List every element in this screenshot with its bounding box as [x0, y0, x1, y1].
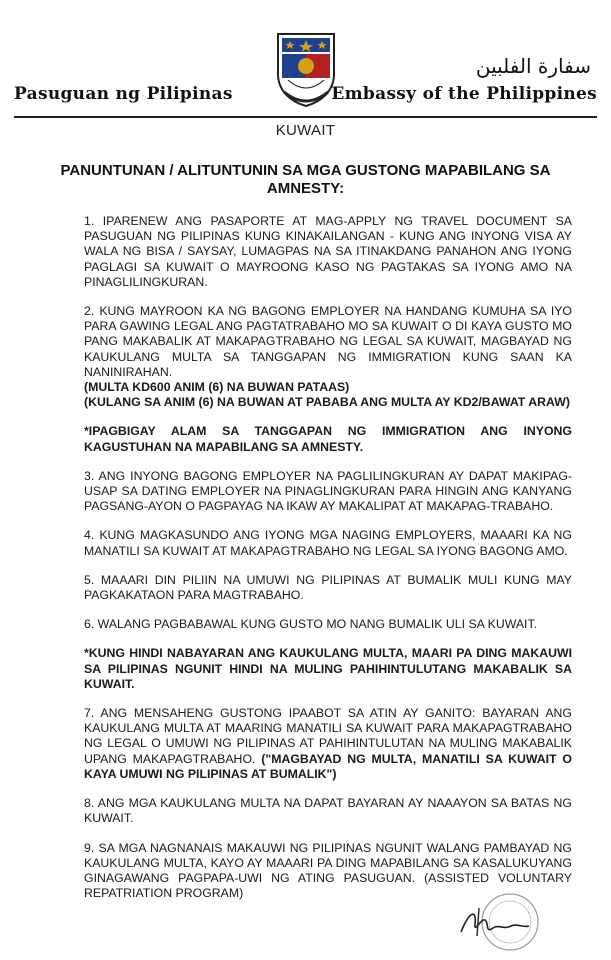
rule-9: 9. SA MGA NAGNANAIS MAKAUWI NG PILIPINAS NGUNIT WALANG PAMBAYAD NG KAUKULANG MULTA, KAYO AY MAAARI PA DING MAPABILANG SA KASALUKUYANG GINAGAWANG PAGPAPA-UWI NG ATING PASUGUAN. (ASSISTED VOLUNTARY REPATRIATION PROGRAM)	[84, 840, 572, 901]
letterhead-filipino-name: Pasuguan ng Pilipinas	[14, 84, 233, 104]
rule-2-fine-over-six-months: (MULTA KD600 ANIM (6) NA BUWAN PATAAS)	[84, 380, 350, 395]
rule-1: 1. IPARENEW ANG PASAPORTE AT MAG-APPLY NG TRAVEL DOCUMENT SA PASUGUAN NG PILIPINAS KUNG KINAKAILANGAN - KUNG ANG INYONG VISA AY WALA NG BISA / SAYSAY, LUMAGPAS NA SA ITINAKDANG PANAHON ANG IYONG PAGLAGI SA KUWAIT O MAYROONG KASO NG PAGTAKAS SA IYONG AMO NA PINAGLILINGKURAN.	[84, 214, 572, 289]
rule-6: 6. WALANG PAGBABAWAL KUNG GUSTO MO NANG BUMALIK ULI SA KUWAIT.	[84, 617, 538, 632]
rule-7-quote: ("MAGBAYAD NG MULTA, MANATILI SA KUWAIT O KAYA UMUWI NG PILIPINAS AT BUMALIK")	[84, 751, 572, 781]
note-unpaid-fine: *KUNG HINDI NABAYARAN ANG KAUKULANG MULTA, MAARI PA DING MAKAUWI SA PILIPINAS NGUNIT HINDI NA MULING PAHIHINTULUTANG MAKABALIK SA KUWAIT.	[84, 646, 572, 691]
philippine-seal-icon	[274, 30, 338, 108]
rule-7-text: 7. ANG MENSAHENG GUSTONG IPAABOT SA ATIN AY GANITO: BAYARAN ANG KAUKULANG MULTA AT MAARING MANATILI SA KUWAIT PARA MAKAPAGTRABAHO NG LEGAL O UMUWI NG PILIPINAS AT PAHIHINTULUTAN NA MULING MAKABALIK UPANG MAKAPAGTRABAHO.	[84, 706, 572, 766]
letterhead	[0, 0, 611, 122]
rule-7	[84, 706, 572, 782]
rule-2	[84, 304, 572, 410]
rule-8: 8. ANG MGA KAUKULANG MULTA NA DAPAT BAYARAN AY NAAAYON SA BATAS NG KUWAIT.	[84, 796, 572, 826]
rule-3: 3. ANG INYONG BAGONG EMPLOYER NA PAGLILINGKURAN AY DAPAT MAKIPAG-USAP SA DATING EMPLOYER NA PINAGLINGKURAN PARA HINGIN ANG KANYANG PAGSANG-AYON O PAGPAYAG NA IKAW AY MAKALIPAT AT MAKAPAG-TRABAHO.	[84, 468, 572, 514]
embassy-stamp-signature	[455, 890, 545, 952]
note-immigration: *IPAGBIGAY ALAM SA TANGGAPAN NG IMMIGRATION ANG INYONG KAGUSTUHAN NA MAPABILANG SA AMNESTY.	[84, 424, 572, 454]
letterhead-divider	[14, 116, 597, 118]
rule-2-fine-under-six-months: (KULANG SA ANIM (6) NA BUWAN AT PABABA ANG MULTA AY KD2/BAWAT ARAW)	[84, 395, 570, 410]
rule-5: 5. MAAARI DIN PILIIN NA UMUWI NG PILIPINAS AT BUMALIK MULI KUNG MAY PAGKAKATAON PARA MAGTRABAHO.	[84, 572, 572, 603]
letterhead-arabic-name: سفارة الفلبين	[475, 54, 591, 78]
letterhead-english-name: Embassy of the Philippines	[331, 84, 597, 104]
rule-4: 4. KUNG MAGKASUNDO ANG IYONG MGA NAGING EMPLOYERS, MAAARI KA NG MANATILI SA KUWAIT AT MAKAPAGTRABAHO NG LEGAL SA IYONG BAGONG AMO.	[84, 528, 572, 558]
country-label: KUWAIT	[275, 122, 336, 139]
document-title: PANUNTUNAN / ALITUNTUNIN SA MGA GUSTONG MAPABILANG SA AMNESTY:	[60, 162, 551, 197]
rule-2-text: 2. KUNG MAYROON KA NG BAGONG EMPLOYER NA HANDANG KUMUHA SA IYO PARA GAWING LEGAL ANG PAGTATRABAHO MO SA KUWAIT O DI KAYA GUSTO MO PANG MAKABALIK AT MAKAPAGTRABAHO NG LEGAL SA KUWAIT, MAGBAYAD NG KAUKULANG MULTA SA TANGGAPAN NG IMMIGRATION KUNG SAAN KA NANINIRAHAN.	[84, 304, 572, 379]
document-body	[84, 214, 572, 915]
